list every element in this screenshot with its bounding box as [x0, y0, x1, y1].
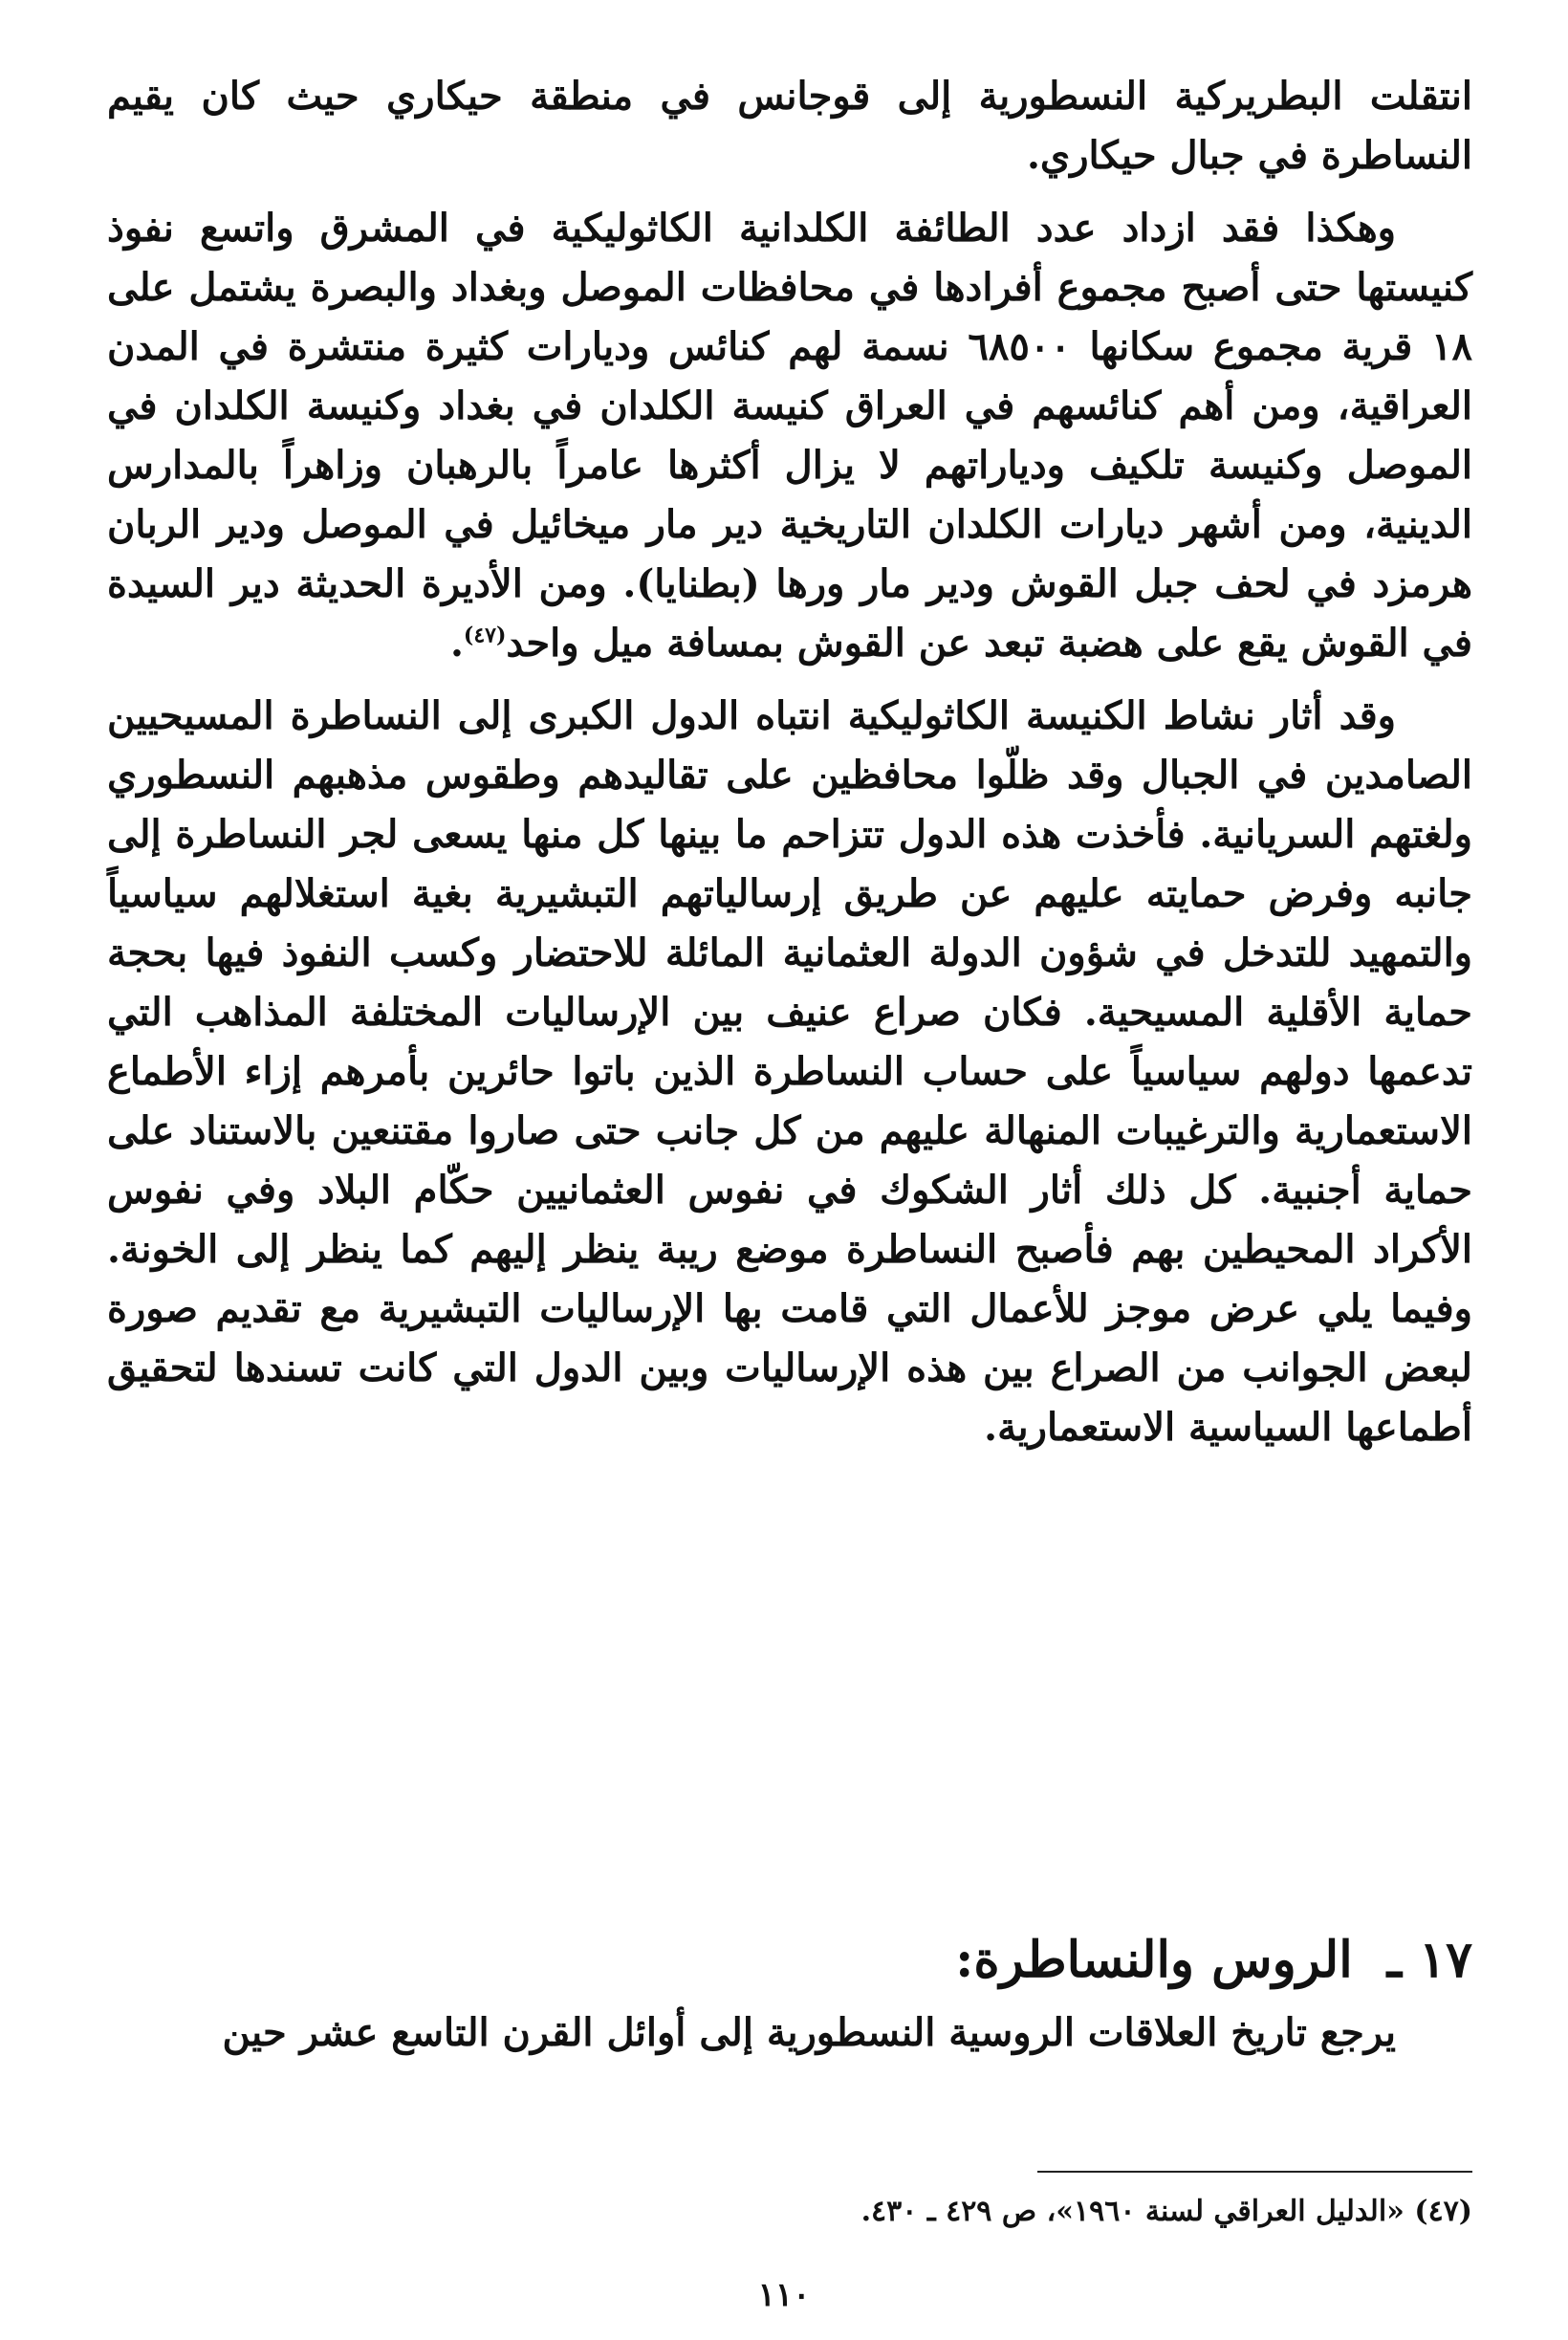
- paragraph-1: [107, 67, 1472, 186]
- paragraph-3: [107, 687, 1472, 1457]
- paragraph-2-text: وهكذا فقد ازداد عدد الطائفة الكلدانية الكاثوليكية في المشرق واتسع نفوذ كنيستها حتى أصبح مجموع أفرادها في محافظات الموصل وبغداد والبصرة يشتمل على ١٨ قرية مجموع سكانها ٦٨٥٠٠ نسمة لهم كنائس وديارات كثيرة منتشرة في المدن العراقية، ومن أهم كنائسهم في العراق كنيسة الكلدان في بغداد وكنيسة الكلدان في الموصل وكنيسة تلكيف ودياراتهم لا يزال أكثرها عامراً بالرهبان وزاهراً بالمدارس الدينية، ومن أشهر ديارات الكلدان التاريخية دير مار ميخائيل في الموصل ودير الربان هرمزد في لحف جبل القوش ودير مار ورها (بطنايا). ومن الأديرة الحديثة دير السيدة في القوش يقع على هضبة تبعد عن القوش بمسافة ميل واحد: [107, 206, 1472, 666]
- footnote-divider: [1037, 2171, 1472, 2173]
- footnote-reference[interactable]: (٤٧): [463, 623, 507, 648]
- body-text: [107, 67, 1472, 1471]
- footnote: (٤٧) «الدليل العراقي لسنة ١٩٦٠»، ص ٤٢٩ ـ ٤٣٠.: [860, 2195, 1472, 2228]
- section-first-line: يرجع تاريخ العلاقات الروسية النسطورية إلى أوائل القرن التاسع عشر حين: [222, 2010, 1396, 2055]
- paragraph-2: وهكذا فقد ازداد عدد الطائفة الكلدانية الكاثوليكية في المشرق واتسع نفوذ كنيستها حتى أصبح مجموع أفرادها في محافظات الموصل وبغداد والبصرة يشتمل على ١٨ قرية مجموع سكانها ٦٨٥٠٠ نسمة لهم كنائس وديارات كثيرة منتشرة في المدن العراقية، ومن أهم كنائسهم في العراق كنيسة الكلدان في بغداد وكنيسة الكلدان في الموصل وكنيسة تلكيف ودياراتهم لا يزال أكثرها عامراً بالرهبان وزاهراً بالمدارس الدينية، ومن أشهر ديارات الكلدان التاريخية دير مار ميخائيل في الموصل ودير الربان هرمزد في لحف جبل القوش ودير مار ورها (بطنايا). ومن الأديرة الحديثة دير السيدة في القوش يقع على هضبة تبعد عن القوش بمسافة ميل واحد$^{(٤٧)}$.: [107, 206, 1472, 666]
- section-heading: [107, 1922, 1472, 1999]
- paragraph-3-text: وقد أثار نشاط الكنيسة الكاثوليكية انتباه الدول الكبرى إلى النساطرة المسيحيين الصامدين في الجبال وقد ظلّوا محافظين على تقاليدهم وطقوس مذهبهم النسطوري ولغتهم السريانية. فأخذت هذه الدول تتزاحم ما بينها كل منها يسعى لجر النساطرة إلى جانبه وفرض حمايته عليهم عن طريق إرسالياتهم التبشيرية بغية استغلالهم سياسياً والتمهيد للتدخل في شؤون الدولة العثمانية المائلة للاحتضار وكسب النفوذ فيها بحجة حماية الأقلية المسيحية. فكان صراع عنيف بين الإرساليات المختلفة المذاهب التي تدعمها دولهم سياسياً على حساب النساطرة الذين باتوا حائرين بأمرهم إزاء الأطماع الاستعمارية والترغيبات المنهالة عليهم من كل جانب حتى صاروا مقتنعين بالاستناد على حماية أجنبية. كل ذلك أثار الشكوك في نفوس العثمانيين حكّام البلاد وفي نفوس الأكراد المحيطين بهم فأصبح النساطرة موضع ريبة ينظر إليهم كما ينظر إلى الخونة. وفيما يلي عرض موجز للأعمال التي قامت بها الإرساليات التبشيرية مع تقديم صورة لبعض الجوانب من الصراع بين هذه الإرساليات وبين الدول التي كانت تسندها لتحقيق أطماعها السياسية الاستعمارية.: [107, 693, 1472, 1450]
- page-number: ١١٠: [757, 2276, 811, 2314]
- paragraph-1-text: انتقلت البطريركية النسطورية إلى قوجانس في منطقة حيكاري حيث كان يقيم النساطرة في جبال حيكاري.: [107, 74, 1472, 178]
- section-title: الروس والنساطرة:: [955, 1931, 1353, 1989]
- section-number: ١٧ ـ: [1386, 1931, 1472, 1989]
